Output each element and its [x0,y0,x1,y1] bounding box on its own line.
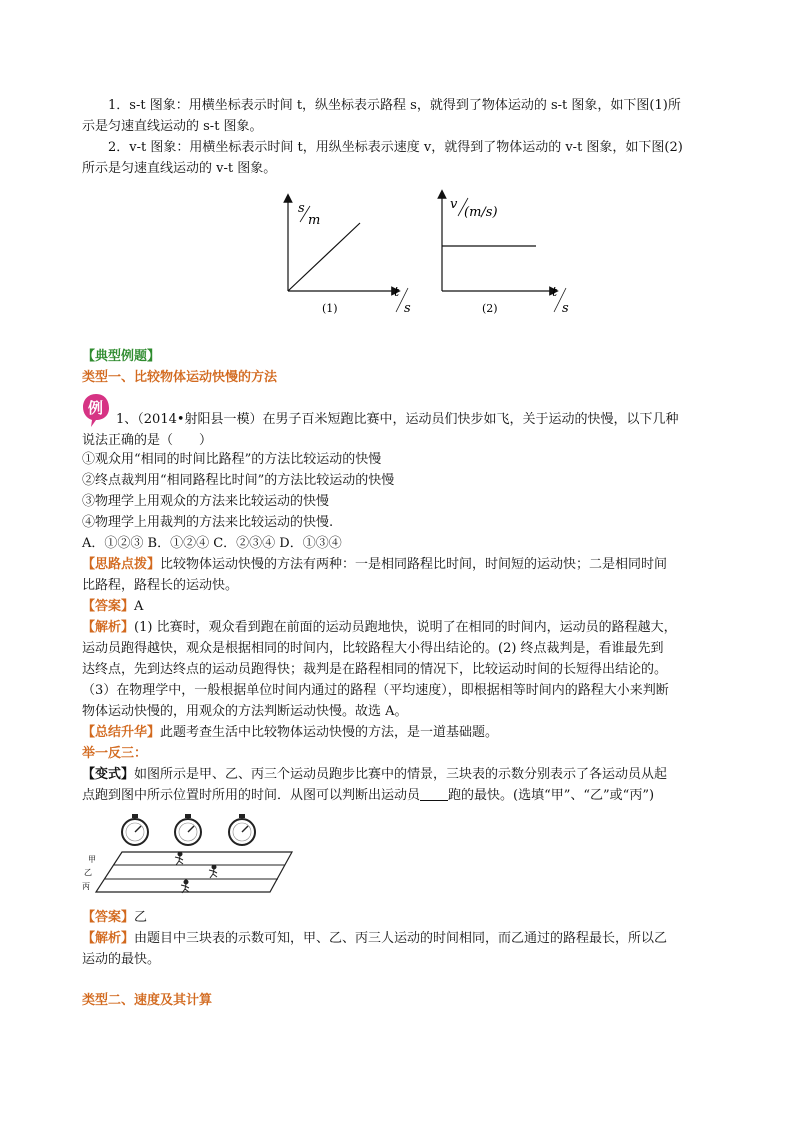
answer1-value: A [134,599,144,614]
st-graph-figure [278,188,418,318]
section-header: 【典型例题】 [82,349,161,364]
vt-y-label-unit: (m/s) [464,205,498,220]
tips-text-1: 比较物体运动快慢的方法有两种：一是相同路程比时间，时间短的运动快；二是相同时间 [160,557,668,572]
intro-p2-line2: 所示是匀速直线运动的 v-t 图象。 [82,161,277,176]
practice-header: 举一反三： [82,746,148,761]
variant-text-2b: 跑的最快。(选填“甲”、“乙”或“丙”) [448,788,655,803]
st-x-label-top: t [394,285,400,300]
variant-text-2a: 点跑到图中所示位置时所用的时间．从图可以判断出运动员 [82,788,421,803]
q1-option-4: ④物理学上用裁判的方法来比较运动的快慢. [82,515,334,530]
intro-p2-line1: 2．v-t 图象：用横坐标表示时间 t，用纵坐标表示速度 v，就得到了物体运动的 v-t 图象，如下图(2) [108,140,683,155]
analysis2-label: 【解析】 [82,931,135,946]
stopwatch-icon [175,814,201,845]
q1-choices: A．①②③ B．①②④ C．②③④ D．①③④ [82,536,342,551]
summary-line [82,723,498,743]
analysis1-text-1: (1) 比赛时，观众看到跑在前面的运动员跑地快，说明了在相同的时间内，运动员的路程越大， [134,620,677,635]
race-track-figure [82,812,302,902]
q1-line2: 说法正确的是（ ） [82,433,213,448]
analysis2-line1 [82,929,667,949]
analysis1-line5: 物体运动快慢的，用观众的方法判断运动快慢。故选 A。 [82,704,408,719]
answer1-line [82,597,143,617]
answer1-label: 【答案】 [82,599,135,614]
st-line [288,223,360,291]
analysis2-line2: 运动的最快。 [82,952,161,967]
intro-p1-line2: 示是匀速直线运动的 s-t 图象。 [82,119,263,134]
tips-label: 【思路点拨】 [82,557,161,572]
lane-label-jia: 甲 [88,855,96,864]
track [96,852,292,892]
summary-label: 【总结升华】 [82,725,161,740]
runner-icon [209,865,217,878]
analysis1-line4: （3）在物理学中，一般根据单位时间内通过的路程（平均速度），即根据相等时间内的路程大小来判断 [82,683,669,698]
summary-text: 此题考查生活中比较物体运动快慢的方法，是一道基础题。 [160,725,499,740]
analysis1-line1 [82,618,677,638]
q1-line1: 1、（2014•射阳县一模）在男子百米短跑比赛中，运动员们快步如飞，关于运动的快慢，以下几种 [116,412,679,427]
analysis1-line2: 运动员跑得越快，观众是根据相同的时间内，比较路程大小得出结论的。(2) 终点裁判是，看谁最先到 [82,641,664,656]
example-badge-icon [82,392,110,428]
vt-x-label-bottom: s [562,301,569,316]
tips-line2: 比路程，路程长的运动快。 [82,578,239,593]
vt-x-label-top: t [552,285,558,300]
intro-p1-line1: 1．s-t 图象：用横坐标表示时间 t，纵坐标表示路程 s，就得到了物体运动的 s-t 图象，如下图(1)所 [108,98,681,113]
q1-option-1: ①观众用“相同的时间比路程”的方法比较运动的快慢 [82,452,382,467]
type1-title: 类型一、比较物体运动快慢的方法 [82,370,278,385]
stopwatch-icon [122,814,148,845]
variant-label: 【变式】 [82,767,135,782]
tips-line1 [82,555,667,575]
answer2-label: 【答案】 [82,910,135,925]
type2-title: 类型二、速度及其计算 [82,993,213,1008]
runner-icon [175,852,183,865]
variant-line2 [82,786,654,806]
q1-option-3: ③物理学上用观众的方法来比较运动的快慢 [82,494,330,509]
vt-y-label-v: v [450,197,458,212]
variant-line1 [82,765,667,785]
runner-icon [181,880,189,893]
stopwatch-icon [229,814,255,845]
answer-blank [420,786,448,801]
st-caption: (1) [322,302,338,315]
answer2-line [82,908,147,928]
q1-option-2: ②终点裁判用“相同路程比时间”的方法比较运动的快慢 [82,473,395,488]
analysis1-line3: 达终点，先到达终点的运动员跑得快；裁判是在路程相同的情况下，比较运动时间的长短得出结论的。 [82,662,668,677]
lane-label-bing: 丙 [82,882,90,891]
variant-text-1: 如图所示是甲、乙、丙三个运动员跑步比赛中的情景，三块表的示数分别表示了各运动员从起 [134,767,668,782]
vt-caption: (2) [482,302,498,315]
analysis2-text-1: 由题目中三块表的示数可知，甲、乙、丙三人运动的时间相同，而乙通过的路程最长，所以乙 [134,931,668,946]
analysis1-label: 【解析】 [82,620,135,635]
st-x-label-bottom: s [404,301,411,316]
example-badge-text: 例 [88,399,104,417]
answer2-value: 乙 [134,910,148,925]
lane-label-yi: 乙 [84,868,92,877]
vt-graph-figure [428,188,578,318]
st-y-label-top: s [298,201,305,216]
st-y-label-bottom: m [308,213,321,228]
